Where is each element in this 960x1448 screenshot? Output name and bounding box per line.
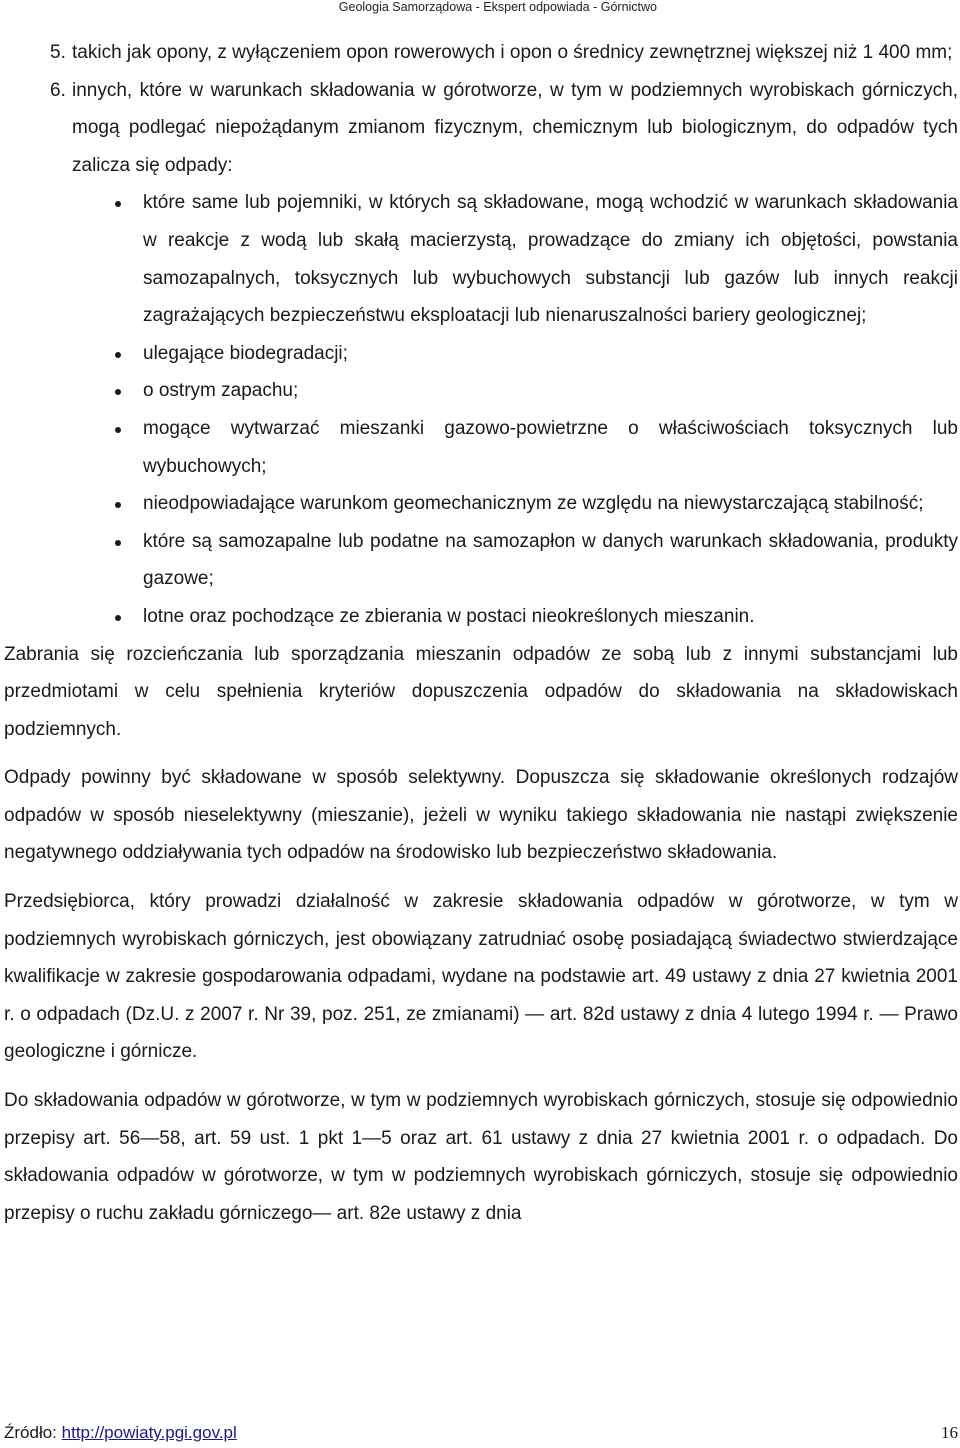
bullet-item: mogące wytwarzać mieszanki gazowo-powietrzne o właściwościach toksycznych lub wybuchowych;: [143, 410, 958, 485]
bullet-item: które same lub pojemniki, w których są składowane, mogą wchodzić w warunkach składowania w reakcje z wodą lub skałą macierzystą, prowadzące do zmiany ich objętości, powstania samozapalnych, toksycznych lub wybuchowych substancji lub gazów lub innych reakcji zagrażających bezpieczeństwu eksploatacji lub nienaruszalności bariery geologicznej;: [143, 184, 958, 334]
page-number: 16: [941, 1423, 958, 1442]
running-header: Geologia Samorządowa - Ekspert odpowiada - Górnictwo: [338, 0, 657, 14]
bullet-item: nieodpowiadające warunkom geomechanicznym ze względu na niewystarczającą stabilność;: [143, 485, 958, 523]
list-item-6: [4, 72, 958, 185]
bullet-item: które są samozapalne lub podatne na samozapłon w danych warunkach składowania, produkty gazowe;: [143, 523, 958, 598]
list-item-text: takich jak opony, z wyłączeniem opon rowerowych i opon o średnicy zewnętrznej większej niż 1 400 mm;: [72, 42, 953, 63]
paragraph-applicable-provisions: Do składowania odpadów w górotworze, w tym w podziemnych wyrobiskach górniczych, stosuje się odpowiednio przepisy art. 56—58, art. 59 ust. 1 pkt 1—5 oraz art. 61 ustawy z dnia 27 kwietnia 2001 r. o odpadach. Do składowania odpadów w górotworze, w tym w podziemnych wyrobiskach górniczych, stosuje się odpowiednio przepisy o ruchu zakładu górniczego— art. 82e ustawy z dnia: [4, 1090, 958, 1224]
bullet-list: [4, 184, 958, 635]
source-link[interactable]: http://powiaty.pgi.gov.pl: [61, 1423, 237, 1442]
page-footer: [4, 1422, 960, 1444]
list-item-text: innych, które w warunkach składowania w górotworze, w tym w podziemnych wyrobiskach górniczych, mogą podlegać niepożądanym zmianom fizycznym, chemicznym lub biologicznym, do odpadów tych zalicza się odpady:: [72, 79, 958, 176]
paragraph-dilution-ban: Zabrania się rozcieńczania lub sporządzania mieszanin odpadów ze sobą lub z innymi substancjami lub przedmiotami w celu spełnienia kryteriów dopuszczenia odpadów do składowania na składowiskach podziemnych.: [4, 643, 958, 740]
document-body: [4, 34, 958, 1232]
list-item-5: [4, 34, 958, 72]
bullet-item: lotne oraz pochodzące ze zbierania w postaci nieokreślonych mieszanin.: [143, 598, 958, 636]
list-number: 5.: [50, 42, 66, 63]
source-label: Źródło:: [4, 1423, 62, 1442]
list-number: 6.: [50, 79, 66, 101]
paragraph-qualified-person: Przedsiębiorca, który prowadzi działalność w zakresie składowania odpadów w górotworze, w tym w podziemnych wyrobiskach górniczych, jest obowiązany zatrudniać osobę posiadającą świadectwo stwierdzające kwalifikacje w zakresie gospodarowania odpadami, wydane na podstawie art. 49 ustawy z dnia 27 kwietnia 2001 r. o odpadach (Dz.U. z 2007 r. Nr 39, poz. 251, ze zmianami) — art. 82d ustawy z dnia 4 lutego 1994 r. — Prawo geologiczne i górnicze.: [4, 891, 958, 1063]
bullet-item: ulegające biodegradacji;: [143, 335, 958, 373]
bullet-item: o ostrym zapachu;: [143, 372, 958, 410]
paragraph-selective-storage: Odpady powinny być składowane w sposób selektywny. Dopuszcza się składowanie określonych rodzajów odpadów w sposób nieselektywny (mieszanie), jeżeli w wyniku takiego składowania nie nastąpi zwiększenie negatywnego oddziaływania tych odpadów na środowisko lub bezpieczeństwo składowania.: [4, 767, 958, 864]
